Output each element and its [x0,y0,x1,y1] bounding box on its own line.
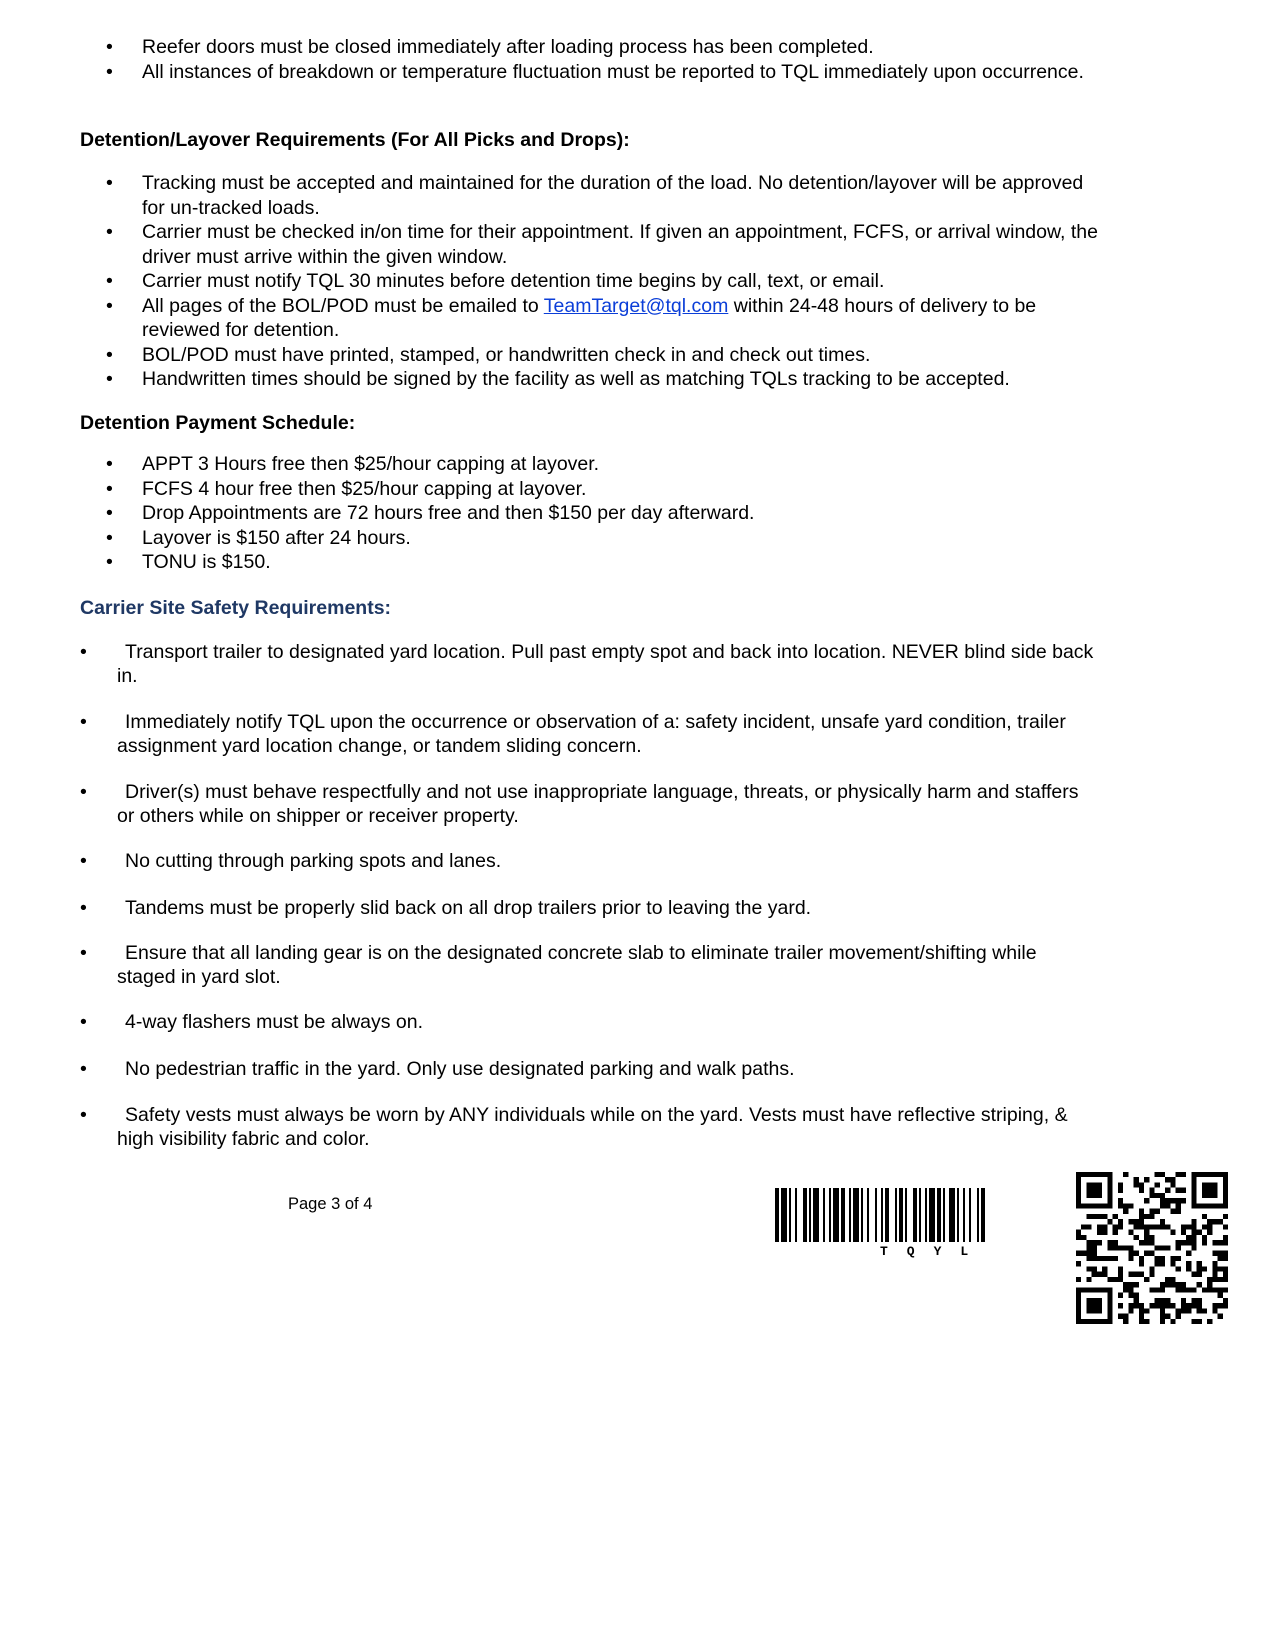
barcode-text: TQYL [880,1244,988,1259]
list-item [80,849,1100,873]
bullet-icon: • [106,270,113,292]
list-item-text: No pedestrian traffic in the yard. Only use designated parking and walk paths. [125,1058,795,1080]
list-item [80,367,1100,392]
bullet-icon: • [106,221,113,243]
list-item [80,550,1100,575]
bullet-icon: • [80,897,87,919]
list-item-text: Reefer doors must be closed immediately after loading process has been completed. [142,36,874,58]
list-item [80,220,1100,269]
list-item-text-end: within 24-48 hours of delivery to be reviewed for detention. [142,294,1037,341]
bullet-icon: • [106,36,113,58]
list-item-text: Ensure that all landing gear is on the designated concrete slab to eliminate trailer movement/shifting while staged in yard slot. [117,942,1037,988]
list-item-text: Immediately notify TQL upon the occurrence or observation of a: safety incident, unsafe yard condition, trailer assignment yard location change, or tandem sliding concern. [117,711,1066,757]
list-item-text: Transport trailer to designated yard location. Pull past empty spot and back into location. NEVER blind side back in. [117,641,1094,687]
list-item [80,780,1100,828]
list-item-text: Tandems must be properly slid back on all drop trailers prior to leaving the yard. [125,897,812,919]
list-item [80,1103,1100,1151]
bullet-icon: • [106,60,113,83]
list-item [80,640,1100,688]
bullet-icon: • [106,368,113,390]
payment-list [80,452,1100,575]
list-item-text: APPT 3 Hours free then $25/hour capping at layover. [142,453,600,475]
list-item-text: Driver(s) must behave respectfully and not use inappropriate language, threats, or physically harm and staffers or others while on shipper or receiver property. [117,781,1079,827]
qr-code-icon [1076,1172,1228,1324]
list-item-text: 4-way flashers must be always on. [125,1011,424,1033]
list-item [80,710,1100,758]
bullet-icon: • [106,526,113,549]
list-item-text: Carrier must notify TQL 30 minutes before detention time begins by call, text, or email. [142,270,885,292]
list-item [80,452,1100,477]
list-item [80,1057,1100,1081]
list-item [80,294,1100,343]
list-item [80,269,1100,294]
list-item [80,35,1100,60]
bullet-icon: • [106,477,113,500]
list-item-text: Tracking must be accepted and maintained for the duration of the load. No detention/layover will be approved for un-tracked loads. [142,172,1084,219]
detention-heading: Detention/Layover Requirements (For All Picks and Drops): [80,129,630,151]
bullet-icon: • [80,1011,87,1033]
list-item-text: Safety vests must always be worn by ANY individuals while on the yard. Vests must have reflective striping, & high visibility fabric and color. [117,1104,1068,1150]
list-item [80,526,1100,551]
list-item-text: FCFS 4 hour free then $25/hour capping at layover. [142,477,587,500]
bullet-icon: • [106,172,113,194]
safety-heading: Carrier Site Safety Requirements: [80,597,392,619]
bullet-icon: • [80,641,87,663]
list-item [80,1010,1100,1034]
list-item-text: TONU is $150. [142,551,271,573]
list-item [80,171,1100,220]
reefer-list [80,35,1100,84]
barcode-icon [775,1188,1060,1248]
list-item-text: All instances of breakdown or temperature fluctuation must be reported to TQL immediately upon occurrence. [142,60,1084,83]
list-item-text: Drop Appointments are 72 hours free and then $150 per day afterward. [142,502,755,524]
bullet-icon: • [80,781,87,803]
bullet-icon: • [80,1058,87,1080]
bullet-icon: • [106,294,113,317]
list-item [80,60,1100,85]
list-item [80,343,1100,368]
list-item-text: Layover is $150 after 24 hours. [142,526,411,549]
bullet-icon: • [106,551,113,573]
payment-heading: Detention Payment Schedule: [80,412,356,434]
bullet-icon: • [80,1104,87,1126]
list-item [80,896,1100,920]
bullet-icon: • [80,711,87,733]
bullet-icon: • [80,942,87,964]
bullet-icon: • [106,453,113,475]
list-item-text: No cutting through parking spots and lanes. [125,850,502,872]
list-item [80,477,1100,502]
list-item [80,501,1100,526]
bullet-icon: • [80,850,87,872]
page-number: Page 3 of 4 [288,1195,373,1213]
detention-list [80,171,1100,392]
list-item-text [142,295,1036,342]
email-link[interactable]: TeamTarget@tql.com [543,294,729,317]
bullet-icon: • [106,343,113,366]
list-item-text-start: All pages of the BOL/POD must be emailed to [142,294,544,317]
list-item-text: Handwritten times should be signed by the facility as well as matching TQLs tracking to be accepted. [142,368,1010,390]
bullet-icon: • [106,502,113,524]
list-item-text: Carrier must be checked in/on time for their appointment. If given an appointment, FCFS, or arrival window, the driver must arrive within the given window. [142,221,1098,268]
list-item [80,941,1100,989]
list-item-text: BOL/POD must have printed, stamped, or handwritten check in and check out times. [142,343,871,366]
